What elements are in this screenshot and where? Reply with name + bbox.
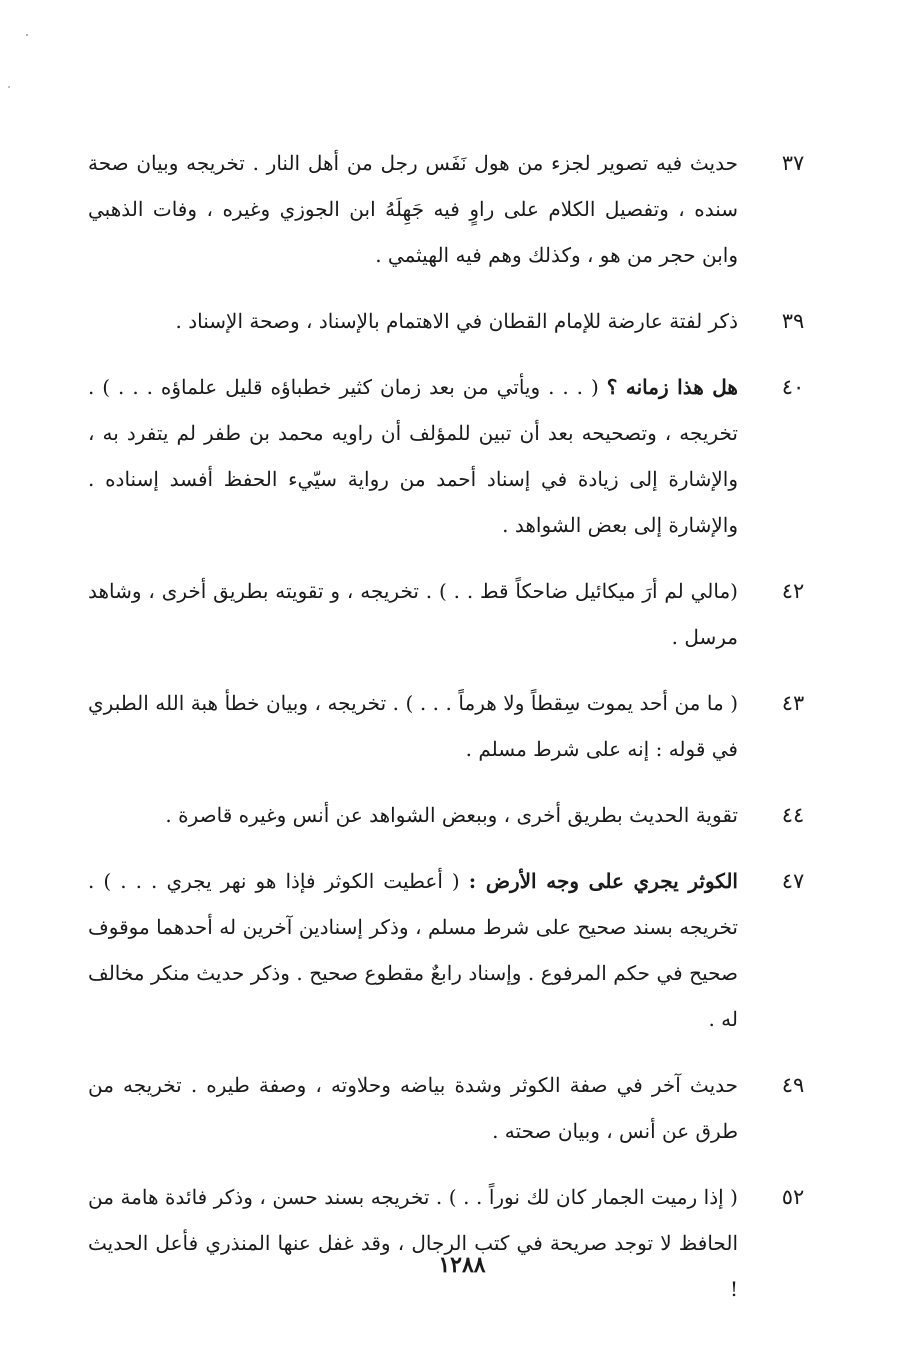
entry-text: [88, 140, 738, 278]
entry-body: ذكر لفتة عارضة للإمام القطان في الاهتمام بالإسناد ، وصحة الإسناد .: [175, 309, 738, 333]
entry-body: حديث آخر في صفة الكوثر وشدة بياضه وحلاوته ، وصفة طيره . تخريجه من طرق عن أنس ، وبيان صحته .: [88, 1073, 738, 1143]
entry-number: ٥٢: [781, 1185, 805, 1209]
entry-40: [88, 364, 818, 548]
entry-number: ٤٧: [781, 869, 805, 893]
entry-52: [88, 1174, 818, 1312]
entry-number: ٤٠: [781, 375, 805, 399]
entry-body: (مالي لم أرَ ميكائيل ضاحكاً قط . . ) . تخريجه ، و تقويته بطريق أخرى ، وشاهد مرسل .: [88, 579, 738, 649]
entry-42: [88, 568, 818, 660]
entry-text: [88, 568, 738, 660]
entry-text: [88, 680, 738, 772]
entry-body: ( . . . ويأتي من بعد زمان كثير خطباؤه قليل علماؤه . . . ) . تخريجه ، وتصحيحه بعد أن تبين للمؤلف أن راويه محمد بن طفر لم يتفرد به ، والإشارة إلى زيادة في إسناد أحمد من رواية سيّيء الحفظ أفسد إسناده . والإشارة إلى بعض الشواهد .: [88, 375, 738, 537]
entry-text: [88, 1062, 738, 1154]
entry-number: ٣٩: [781, 309, 805, 333]
entry-43: [88, 680, 818, 772]
entry-text: [88, 858, 738, 1042]
entry-37: [88, 140, 818, 278]
entry-number: ٤٤: [781, 803, 805, 827]
entry-44: [88, 792, 818, 838]
entry-39: [88, 298, 818, 344]
entry-49: [88, 1062, 818, 1154]
entry-number: ٣٧: [781, 151, 805, 175]
entry-body: حديث فيه تصوير لجزء من هول نَفَس رجل من أهل النار . تخريجه وبيان صحة سنده ، وتفصيل الكلام على راوٍ فيه جَهِلَهُ ابن الجوزي وغيره ، وفات الذهبي وابن حجر من هو ، وكذلك وهم فيه الهيثمي .: [88, 151, 738, 267]
entry-number: ٤٣: [781, 691, 805, 715]
entry-number: ٤٢: [781, 579, 805, 603]
entry-47: [88, 858, 818, 1042]
entry-text: [88, 298, 738, 344]
entry-number: ٤٩: [781, 1073, 805, 1097]
entry-text: [88, 1174, 738, 1312]
entry-body: ( ما من أحد يموت سِقطاً ولا هرماً . . . ) . تخريجه ، وبيان خطأ هبة الله الطبري في قوله : إنه على شرط مسلم .: [88, 691, 738, 761]
scan-speck: [26, 34, 28, 36]
entry-lead: هل هذا زمانه ؟: [606, 375, 738, 399]
scan-speck: [8, 86, 10, 88]
entry-body: ( إذا رميت الجمار كان لك نوراً . . ) . تخريجه بسند حسن ، وذكر فائدة هامة من الحافظ لا توجد صريحة في كتب الرجال ، وقد غفل عنها المنذري فأعل الحديث !: [88, 1185, 738, 1301]
entry-text: [88, 792, 738, 838]
index-page: [88, 140, 818, 1332]
entry-lead: الكوثر يجري على وجه الأرض :: [468, 869, 738, 893]
page-number: ١٢٨٨: [438, 1252, 486, 1278]
entry-text: [88, 364, 738, 548]
entry-body: تقوية الحديث بطريق أخرى ، وببعض الشواهد عن أنس وغيره قاصرة .: [165, 803, 738, 827]
entry-body: ( أعطيت الكوثر فإذا هو نهر يجري . . . ) . تخريجه بسند صحيح على شرط مسلم ، وذكر إسنادين آخرين له أحدهما موقوف صحيح في حكم المرفوع . وإسناد رابعٌ مقطوع صحيح . وذكر حديث منكر مخالف له .: [88, 869, 738, 1031]
